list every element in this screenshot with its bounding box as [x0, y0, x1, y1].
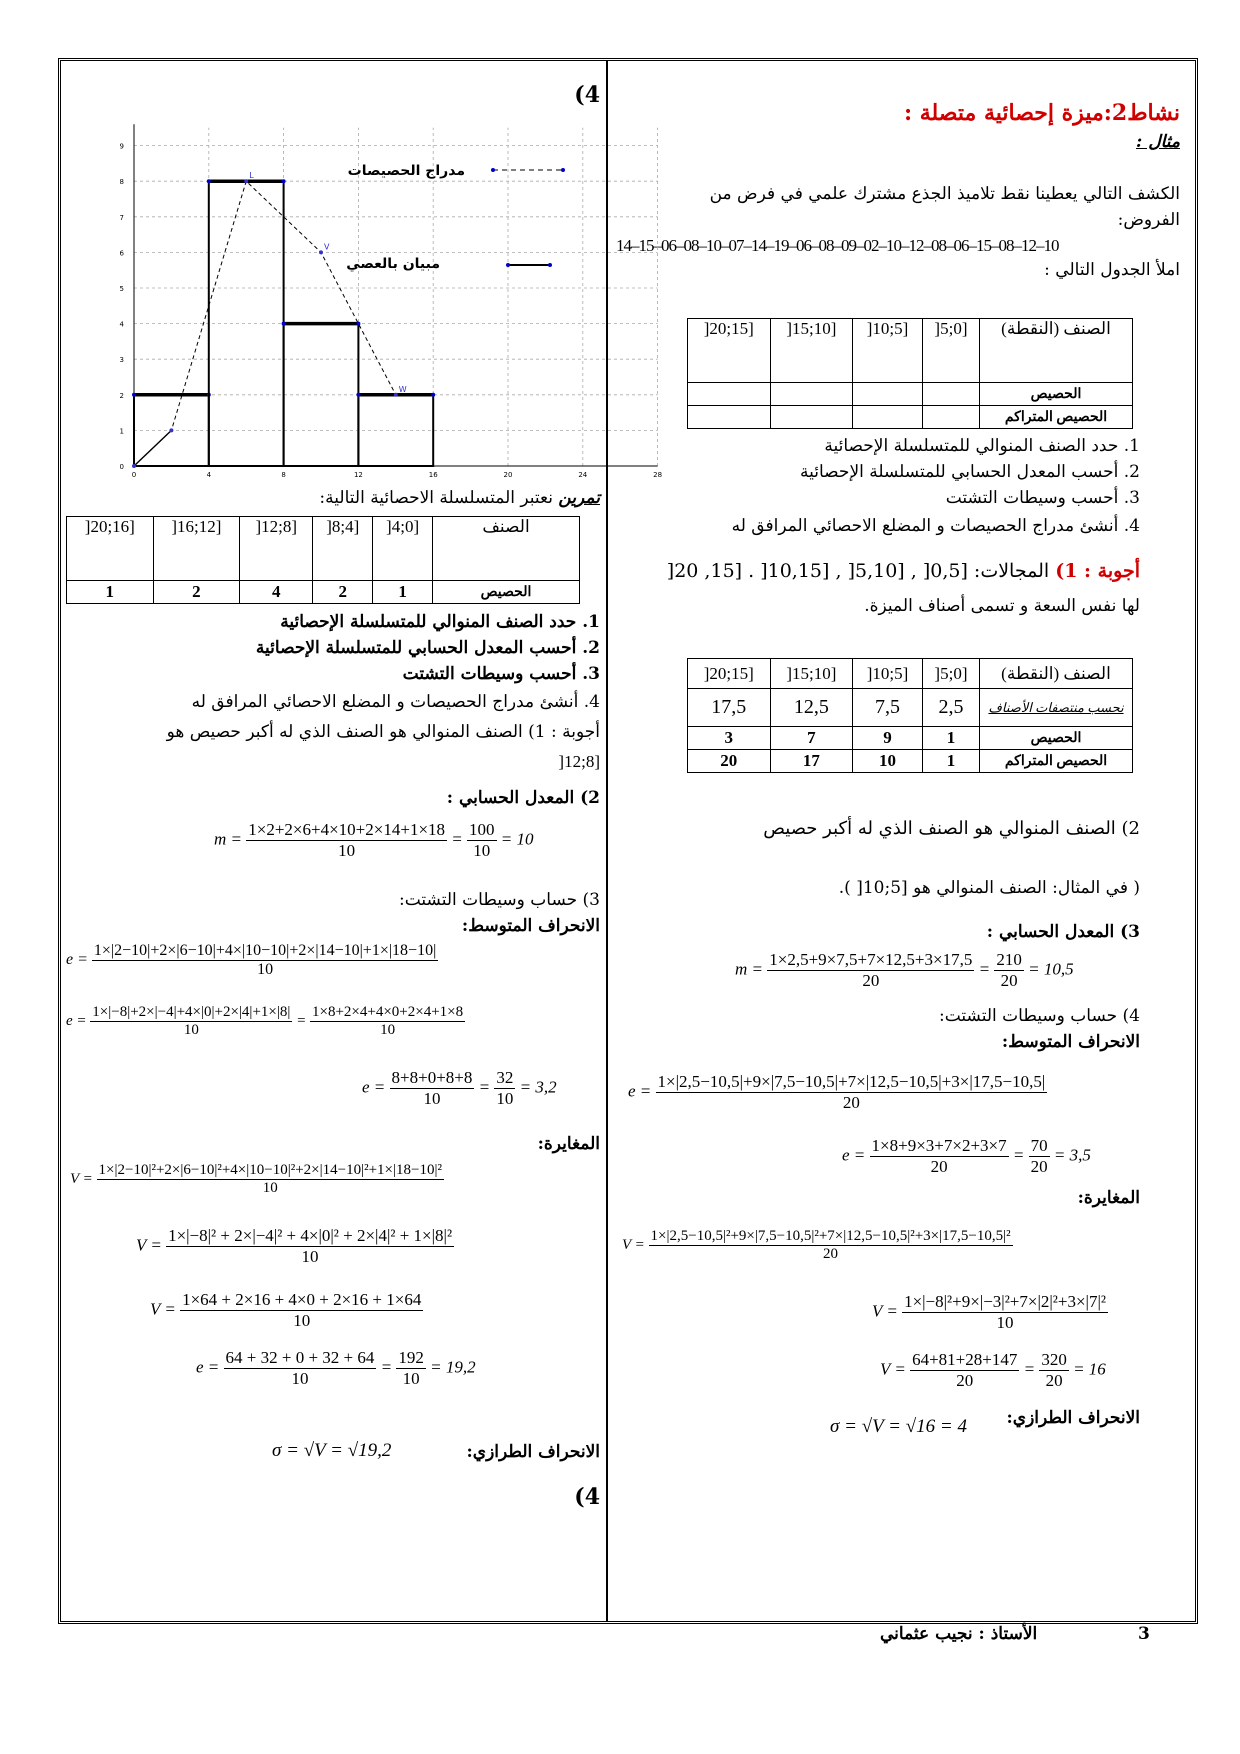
table2-freq: 7	[770, 727, 853, 750]
l-num4-top: 4)	[574, 82, 600, 108]
l-question-1: 1. حدد الصنف المنوالي للمتسلسلة الإحصائية	[280, 612, 600, 632]
l-sigma: σ = √V = √19,2	[272, 1440, 392, 1461]
table2-center: 2,5	[922, 689, 979, 727]
table3-freq: 1	[373, 581, 433, 604]
r-e-formula-2: e = $\frac{1\times 8+9\times 3+7\times 2+3\times 7}{20}$ = $\frac{70}{20}$ = 3,5	[842, 1136, 1091, 1176]
y-tick-label: 1	[119, 427, 124, 436]
table2-center: 17,5	[688, 689, 771, 727]
table2-freq: 3	[688, 727, 771, 750]
y-tick-label: 4	[119, 320, 124, 329]
legend-label-histogram: مدراج الحصيصات	[347, 163, 465, 179]
table3-freq: 2	[153, 581, 240, 604]
table3-freq: 2	[313, 581, 373, 604]
l-q2: 2) المعدل الحسابي :	[446, 788, 600, 808]
legend-point	[548, 263, 552, 267]
table1-class: [10;15[	[770, 319, 853, 383]
exercise-label: تمرين	[558, 488, 600, 508]
question-1: 1. حدد الصنف المنوالي للمتسلسلة الإحصائية	[824, 436, 1140, 456]
r-v-formula-2: V = $\frac{\text{1×|−8|²+9×|−3|²+7×|2|²+3×|7|²}}{10}$	[872, 1292, 1106, 1332]
right-answers-1	[620, 556, 1140, 626]
l-v-formula-4: e = $\frac{64 + 32 + 0 + 32 + 64}{10}$ = $\frac{192}{10}$ = 19,2	[196, 1348, 476, 1388]
l-v-formula-3: V = $\frac{1\times 64 + 2\times 16 + 4\times 0 + 2\times 16 + 1\times 64}{10}$	[150, 1290, 422, 1330]
legend-point	[491, 168, 495, 172]
table1-class: [0;5[	[922, 319, 979, 383]
r-mean-formula: m = $\frac{1\times 2,5+9\times 7,5+7\times 12,5+3\times 17,5}{20}$ = $\frac{210}{20}$ = 10,5	[735, 950, 1074, 990]
bar-point	[207, 179, 211, 183]
table3-header: الصنف	[433, 517, 580, 581]
table2-center: 12,5	[770, 689, 853, 727]
r-v-formula-3: V = $\frac{64+81+28+147}{20}$ = $\frac{320}{20}$ = 16	[880, 1350, 1106, 1390]
legend-point	[506, 263, 510, 267]
polygon-point	[132, 464, 136, 468]
table3-class: [16;20[	[67, 517, 154, 581]
legend-label-bars: مبيان بالعصي	[346, 256, 440, 272]
l-e-formula: e = $\frac{1\times|2-10|+2\times|6-10|+4\times|10-10|+2\times|14-10|+1\times|18-10|}{10}$	[66, 942, 437, 978]
table2-cum: 10	[853, 750, 923, 773]
table3-class: [4;8[	[313, 517, 373, 581]
l-answer-1: أجوبة : 1) الصنف المنوالي هو الصنف الذي له أكبر حصيص هو	[166, 722, 600, 742]
l-question-3: 3. أحسب وسيطات التشتت	[402, 664, 600, 684]
r-std-label: الانحراف الطرازي:	[1006, 1408, 1140, 1428]
r-variance-label: المغايرة:	[1077, 1188, 1140, 1208]
y-tick-label: 3	[119, 356, 124, 365]
l-variance-heading	[64, 1134, 600, 1158]
l-e-formula-2: e = $\frac{1\times|-8|+2\times|-4|+4\times|0|+2\times|4|+1\times|8|}{10}$ = $\frac{1\times 8+2\times 4+4\times 0+2\times 4+1\times 8}{10}$	[66, 1004, 464, 1038]
question-3: 3. أحسب وسيطات التشتت	[945, 488, 1140, 508]
polygon-start-segment	[134, 430, 171, 466]
column-divider	[606, 60, 608, 1622]
table3-freq: 4	[240, 581, 313, 604]
x-tick-label: 24	[578, 471, 588, 479]
table2-freq: 9	[853, 727, 923, 750]
x-tick-label: 28	[653, 471, 663, 479]
activity-title: نشاط2:ميزة إحصائية متصلة :	[903, 100, 1180, 126]
question-2: 2. أحسب المعدل الحسابي للمتسلسلة الإحصائية	[800, 462, 1140, 482]
legend-point	[561, 168, 565, 172]
l-question-2: 2. أحسب المعدل الحسابي للمتسلسلة الإحصائية	[255, 638, 600, 658]
table2-centers-label: نحسب منتصفات الأصناف	[980, 689, 1133, 727]
table2-center: 7,5	[853, 689, 923, 727]
table2-header: الصنف (النقطة)	[980, 659, 1133, 689]
table2-row-cum: الحصيص المتراكم	[980, 750, 1133, 773]
table3-class: [12;16[	[153, 517, 240, 581]
intervals-text: المجالات: [0,5[ , [5,10[ , [10,15[ . [15, 20[	[666, 560, 1050, 582]
l-question-4: 4. أنشئ مدراج الحصيصات و المضلع الاحصائي المرافق له	[191, 692, 600, 712]
y-tick-label: 0	[119, 463, 124, 471]
r-q4: 4) حساب وسيطات التشتت:	[939, 1006, 1140, 1026]
bar-point	[356, 393, 360, 397]
table3-freq: 1	[67, 581, 154, 604]
table1-row-cum: الحصيص المتراكم	[980, 406, 1133, 429]
table2-cum: 20	[688, 750, 771, 773]
table2-class: [10;15[	[770, 659, 853, 689]
table3-class: [0;4[	[373, 517, 433, 581]
fill-table-instruction: املأ الجدول التالي :	[1044, 260, 1180, 280]
polygon-point-label: V	[324, 242, 330, 252]
bar-point	[132, 393, 136, 397]
table2-class: [5;10[	[853, 659, 923, 689]
intro-line-1: الكشف التالي يعطينا نقط تلاميذ الجذع مشترك علمي في فرض من	[709, 184, 1180, 204]
table-3	[66, 516, 580, 604]
x-tick-label: 12	[353, 471, 363, 479]
bar-point	[356, 322, 360, 326]
bar-point	[282, 322, 286, 326]
x-tick-label: 4	[206, 471, 212, 479]
polygon-point	[394, 393, 398, 397]
y-tick-label: 9	[119, 142, 124, 151]
polygon-point	[319, 250, 323, 254]
y-tick-label: 8	[119, 178, 124, 187]
x-tick-label: 8	[281, 471, 286, 479]
table-1	[687, 318, 1133, 429]
table2-freq: 1	[922, 727, 979, 750]
y-tick-label: 6	[119, 249, 124, 258]
r-q2: 2) الصنف المنوالي هو الصنف الذي له أكبر حصيص	[763, 818, 1140, 839]
intervals-note: لها نفس السعة و تسمى أصناف الميزة.	[864, 596, 1140, 616]
bar-point	[282, 179, 286, 183]
l-v-formula: V = $\frac{\text{1×|2−10|²+2×|6−10|²+4×|10−10|²+2×|14−10|²+1×|18−10|²}}{10}$	[70, 1162, 442, 1196]
l-variance-label: المغايرة:	[537, 1134, 600, 1154]
y-tick-label: 5	[119, 285, 124, 293]
table2-row-freq: الحصيص	[980, 727, 1133, 750]
l-mean-formula: m = $\frac{1\times 2+2\times 6+4\times 10+2\times 14+1\times 18}{10}$ = $\frac{100}{10}$ = 10	[214, 820, 534, 860]
y-tick-label: 7	[119, 213, 124, 222]
footer-teacher: الأستاذ : نجيب عثماني	[880, 1624, 1038, 1644]
table1-class: [5;10[	[853, 319, 923, 383]
r-v-formula: V = $\frac{\text{1×|2,5−10,5|²+9×|7,5−10,5|²+7×|12,5−10,5|²+3×|17,5−10,5|²}}{20}$	[622, 1228, 1011, 1262]
y-tick-label: 2	[119, 391, 124, 400]
table1-row-freq: الحصيص	[980, 383, 1133, 406]
x-tick-label: 0	[131, 471, 137, 479]
polygon-point	[169, 428, 173, 432]
scores-line: 14–15–06–08–10–07–14–19–06–08–09–02–10–12–08–06–15–08–12–10	[616, 236, 1059, 255]
answers-label: أجوبة : 1)	[1055, 560, 1140, 582]
question-4: 4. أنشئ مدراج الحصيصات و المضلع الاحصائي المرافق له	[731, 516, 1140, 536]
exercise-heading	[64, 488, 600, 512]
r-e-formula: e = $\frac{1\times|2,5-10,5|+9\times|7,5-10,5|+7\times|12,5-10,5|+3\times|17,5-10,5|}{20}$	[628, 1072, 1046, 1112]
x-tick-label: 20	[503, 471, 513, 479]
l-num4-bottom: 4)	[574, 1484, 600, 1510]
intro-line-2: الفروض:	[1117, 210, 1180, 230]
table3-row-freq: الحصيص	[433, 581, 580, 604]
r-q2-example: ( في المثال: الصنف المنوالي هو [5;10[ ).	[838, 878, 1140, 898]
polygon-point-label: W	[398, 384, 407, 394]
x-tick-label: 16	[428, 471, 438, 479]
l-q3: 3) حساب وسيطات التشتت:	[399, 890, 600, 910]
l-answer-1b: [8;12[	[558, 752, 600, 771]
table2-class: [0;5[	[922, 659, 979, 689]
table-2	[687, 658, 1133, 773]
l-e-formula-3: e = $\frac{8+8+0+8+8}{10}$ = $\frac{32}{10}$ = 3,2	[362, 1068, 557, 1108]
exercise-intro: نعتبر المتسلسلة الاحصائية التالية:	[319, 488, 553, 508]
l-mean-dev-label: الانحراف المتوسط:	[461, 916, 600, 936]
r-q3: 3) المعدل الحسابي :	[986, 922, 1140, 942]
r-sigma: σ = √V = √16 = 4	[830, 1416, 967, 1437]
table2-cum: 17	[770, 750, 853, 773]
r-mean-dev-label: الانحراف المتوسط:	[1001, 1032, 1140, 1052]
table1-header: الصنف (النقطة)	[980, 319, 1133, 383]
example-label: مثال :	[1136, 132, 1180, 152]
table2-class: [15;20[	[688, 659, 771, 689]
polygon-point	[244, 179, 248, 183]
right-questions	[620, 430, 1140, 550]
l-v-formula-2: V = $\frac{\text{1×|−8|² + 2×|−4|² + 4×|0|² + 2×|4|² + 1×|8|²}}{10}$	[136, 1226, 453, 1266]
bar-point	[431, 393, 435, 397]
table1-class: [15;20[	[688, 319, 771, 383]
polygon-point-label: L	[249, 171, 254, 181]
table3-class: [8;12[	[240, 517, 313, 581]
footer-page: 3	[1138, 1624, 1150, 1644]
l-std-label: الانحراف الطرازي:	[466, 1442, 600, 1462]
histogram-chart	[100, 110, 663, 480]
table2-cum: 1	[922, 750, 979, 773]
